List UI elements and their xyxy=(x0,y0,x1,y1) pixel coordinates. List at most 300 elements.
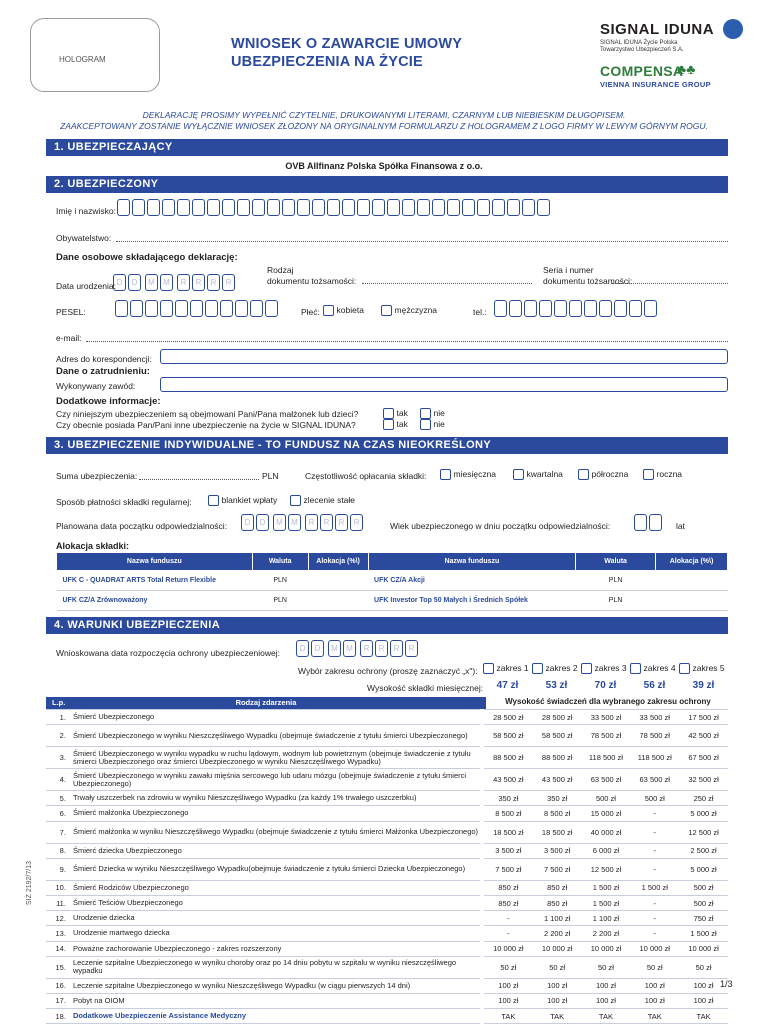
table-row xyxy=(57,571,728,591)
pesel-label: PESEL: xyxy=(56,307,86,317)
year-cell[interactable]: R xyxy=(320,514,333,531)
event-description: Leczenie szpitalne Ubezpieczonego w wyniku Nieszczęśliwego Wypadku (w ciągu pierwszych 14 dni) xyxy=(68,978,480,993)
year-cell[interactable]: R xyxy=(305,514,318,531)
benefit-scope-2: 7 500 zł xyxy=(533,858,582,880)
fund-currency: PLN xyxy=(252,571,308,591)
event-description: Śmierć małżonka Ubezpieczonego xyxy=(68,806,480,821)
premium-values xyxy=(483,680,728,691)
tel-cell[interactable] xyxy=(569,300,582,317)
scope-1-label: zakres 1 xyxy=(496,663,529,673)
benefit-scope-4: 1 500 zł xyxy=(630,880,679,895)
table-row xyxy=(46,956,728,978)
benefit-scope-1: 10 000 zł xyxy=(484,941,533,956)
male-checkbox[interactable] xyxy=(381,305,392,316)
name-cell[interactable] xyxy=(432,199,445,216)
row-number: 9. xyxy=(46,858,68,880)
benefit-scope-2: 850 zł xyxy=(533,895,582,910)
event-description: Śmierć Dziecka w wyniku Nieszczęśliwego Wypadku(obejmuje świadczenie z tytułu śmierci Dziecka Ubezpieczonego) xyxy=(68,858,480,880)
name-cell[interactable] xyxy=(282,199,295,216)
benefit-scope-3: 118 500 zł xyxy=(582,747,631,769)
scope-2-checkbox[interactable] xyxy=(532,663,543,674)
title-line-1: WNIOSEK O ZAWARCIE UMOWY xyxy=(231,36,463,52)
logo-sub-1: SIGNAL IDUNA Życie Polska xyxy=(600,40,678,46)
benefit-scope-2: 18 500 zł xyxy=(533,821,582,843)
citizenship-field[interactable] xyxy=(116,241,728,242)
table-row xyxy=(46,978,728,993)
benefit-scope-5: 100 zł xyxy=(679,993,728,1008)
benefit-scope-4: - xyxy=(630,843,679,858)
compensa-logo: COMPENSA xyxy=(600,63,684,79)
name-cell[interactable] xyxy=(312,199,325,216)
coverage-start-field[interactable] xyxy=(296,640,418,657)
scope-4-label: zakres 4 xyxy=(643,663,676,673)
tel-cell[interactable] xyxy=(599,300,612,317)
scope-choice-label: Wybór zakresu ochrony (proszę zaznaczyć „x"): xyxy=(298,666,478,676)
day-cell[interactable]: D xyxy=(241,514,254,531)
benefit-scope-3: TAK xyxy=(582,1009,631,1024)
month-cell[interactable]: M xyxy=(273,514,286,531)
name-cell[interactable] xyxy=(222,199,235,216)
name-cell[interactable] xyxy=(192,199,205,216)
table-row xyxy=(46,880,728,895)
section-1-header: 1. UBEZPIECZAJĄCY xyxy=(46,139,728,156)
scope-options xyxy=(483,663,728,674)
benefit-scope-1: 88 500 zł xyxy=(484,747,533,769)
row-number: 5. xyxy=(46,791,68,806)
col-currency: Waluta xyxy=(252,553,308,571)
name-cell[interactable] xyxy=(267,199,280,216)
benefit-scope-2: 850 zł xyxy=(533,880,582,895)
row-number: 16. xyxy=(46,978,68,993)
doc-number-label-2: dokumentu tożsamości: xyxy=(543,276,633,286)
pay-blankiet-checkbox[interactable] xyxy=(208,495,219,506)
name-cell[interactable] xyxy=(402,199,415,216)
address-field[interactable] xyxy=(160,349,728,364)
scope-5-checkbox[interactable] xyxy=(679,663,690,674)
year-cell[interactable]: R xyxy=(375,640,388,657)
name-cell[interactable] xyxy=(327,199,340,216)
pesel-cell[interactable] xyxy=(130,300,143,317)
day-cell[interactable]: D xyxy=(256,514,269,531)
name-cell[interactable] xyxy=(252,199,265,216)
benefit-scope-2: 43 500 zł xyxy=(533,769,582,791)
lp-header: L.p. xyxy=(52,698,66,707)
row-number: 15. xyxy=(46,956,68,978)
name-cell[interactable] xyxy=(132,199,145,216)
benefit-scope-5: 12 500 zł xyxy=(679,821,728,843)
event-description: Śmierć Ubezpieczonego w wyniku wypadku w ruchu lądowym, wodnym lub powietrznym (obejmuje świadczenie z tytułu śmierci Ubezpieczonego oraz śmierci Ubezpieczonego w wyniku Nieszczęśliwego Wypadku) xyxy=(68,747,480,769)
day-cell[interactable]: D xyxy=(296,640,309,657)
name-cell[interactable] xyxy=(477,199,490,216)
benefit-scope-1: 100 zł xyxy=(484,978,533,993)
pay-standing-label: zlecenie stałe xyxy=(303,495,356,505)
age-field[interactable] xyxy=(634,514,662,531)
pesel-cell[interactable] xyxy=(175,300,188,317)
benefit-scope-2: 28 500 zł xyxy=(533,710,582,725)
doc-type-label xyxy=(267,265,356,287)
q1-no-checkbox[interactable] xyxy=(420,408,431,419)
day-cell[interactable]: D xyxy=(311,640,324,657)
year-cell[interactable]: R xyxy=(405,640,418,657)
premium-4: 56 zł xyxy=(643,680,666,691)
table-row xyxy=(46,791,728,806)
no-column[interactable] xyxy=(420,408,445,430)
benefit-scope-3: 40 000 zł xyxy=(582,821,631,843)
day-cell[interactable]: D xyxy=(128,274,141,291)
table-row xyxy=(46,769,728,791)
tel-cell[interactable] xyxy=(614,300,627,317)
benefit-scope-5: 500 zł xyxy=(679,895,728,910)
name-cell[interactable] xyxy=(357,199,370,216)
freq-halfyear[interactable] xyxy=(578,469,628,480)
table-row xyxy=(46,926,728,941)
q2-yes-checkbox[interactable] xyxy=(383,419,394,430)
name-cell[interactable] xyxy=(507,199,520,216)
benefit-scope-2: 50 zł xyxy=(533,956,582,978)
questions xyxy=(56,409,358,431)
name-cell[interactable] xyxy=(372,199,385,216)
pesel-cell[interactable] xyxy=(250,300,263,317)
doc-type-field[interactable] xyxy=(362,283,532,284)
benefit-scope-4: TAK xyxy=(630,1009,679,1024)
pesel-cell[interactable] xyxy=(190,300,203,317)
tel-field[interactable] xyxy=(494,300,657,317)
female-option[interactable] xyxy=(323,305,364,316)
benefit-scope-1: 100 zł xyxy=(484,993,533,1008)
year-cell[interactable]: R xyxy=(222,274,235,291)
freq-quarterly[interactable] xyxy=(513,469,563,480)
freq-yearly[interactable] xyxy=(643,469,682,480)
benefit-scope-4: - xyxy=(630,926,679,941)
tel-cell[interactable] xyxy=(644,300,657,317)
tel-cell[interactable] xyxy=(629,300,642,317)
benefit-scope-3: 15 000 zł xyxy=(582,806,631,821)
benefit-scope-2: 100 zł xyxy=(533,978,582,993)
allocation-input[interactable] xyxy=(308,571,368,591)
benefit-scope-2: 3 500 zł xyxy=(533,843,582,858)
section-4-header: 4. WARUNKI UBEZPIECZENIA xyxy=(46,617,728,634)
name-cell[interactable] xyxy=(537,199,550,216)
scope-4[interactable] xyxy=(630,663,679,674)
name-cell[interactable] xyxy=(492,199,505,216)
event-description: Śmierć Rodziców Ubezpieczonego xyxy=(68,880,480,895)
benefit-scope-4: 500 zł xyxy=(630,791,679,806)
declaration-line-2: ZAAKCEPTOWANY ZOSTANIE WYŁĄCZNIE WNIOSEK ZŁOŻONY NA ORYGINALNYM FORMULARZU Z HOLOGRAMEM Z LOGO FIRMY W LEWYM GÓRNYM ROGU. xyxy=(60,121,708,131)
tel-cell[interactable] xyxy=(494,300,507,317)
pay-standing-checkbox[interactable] xyxy=(290,495,301,506)
age-cell[interactable] xyxy=(649,514,662,531)
name-field[interactable] xyxy=(117,199,550,216)
year-cell[interactable]: R xyxy=(360,640,373,657)
row-number: 8. xyxy=(46,843,68,858)
benefit-scope-5: 17 500 zł xyxy=(679,710,728,725)
tel-cell[interactable] xyxy=(539,300,552,317)
scope-3-checkbox[interactable] xyxy=(581,663,592,674)
male-option[interactable] xyxy=(381,305,437,316)
benefit-scope-1: 850 zł xyxy=(484,880,533,895)
day-cell[interactable]: D xyxy=(113,274,126,291)
benefit-scope-3: 1 100 zł xyxy=(582,911,631,926)
q2-no-checkbox[interactable] xyxy=(420,419,431,430)
benefit-scope-5: 5 000 zł xyxy=(679,806,728,821)
title-line-2: UBEZPIECZENIA NA ŻYCIE xyxy=(231,54,423,70)
year-cell[interactable]: R xyxy=(177,274,190,291)
freq-halfyear-checkbox[interactable] xyxy=(578,469,589,480)
doc-number-field[interactable] xyxy=(612,283,728,284)
question-spouse: Czy niniejszym ubezpieczeniem są obejmowani Pani/Pana małżonek lub dzieci? xyxy=(56,409,359,419)
benefit-scope-3: 1 500 zł xyxy=(582,880,631,895)
policyholder-name: OVB Allfinanz Polska Spółka Finansowa z o.o. xyxy=(285,161,483,171)
payment-label: Sposób płatności składki regularnej: xyxy=(56,497,192,507)
page-number: 1/3 xyxy=(720,979,733,989)
years-label: lat xyxy=(676,521,685,531)
name-cell[interactable] xyxy=(342,199,355,216)
benefit-scope-3: 33 500 zł xyxy=(582,710,631,725)
event-description: Śmierć Ubezpieczonego w wyniku zawału mięśnia sercowego lub udaru mózgu (obejmuje świadczenie z tytułu śmierci Ubezpieczonego) xyxy=(68,769,480,791)
benefit-scope-1: - xyxy=(484,926,533,941)
row-number: 13. xyxy=(46,926,68,941)
pesel-cell[interactable] xyxy=(160,300,173,317)
name-cell[interactable] xyxy=(297,199,310,216)
benefit-scope-5: 250 zł xyxy=(679,791,728,806)
premium-2: 53 zł xyxy=(545,680,568,691)
row-number: 6. xyxy=(46,806,68,821)
start-date-field[interactable] xyxy=(241,514,363,531)
scope-1[interactable] xyxy=(483,663,532,674)
tel-cell[interactable] xyxy=(524,300,537,317)
yes-column[interactable] xyxy=(383,408,408,430)
table-row xyxy=(46,993,728,1008)
pesel-field[interactable] xyxy=(115,300,278,317)
month-cell[interactable]: M xyxy=(343,640,356,657)
table-row xyxy=(46,710,728,725)
q1-yes-checkbox[interactable] xyxy=(383,408,394,419)
allocation-table xyxy=(56,552,728,611)
month-cell[interactable]: M xyxy=(160,274,173,291)
month-cell[interactable]: M xyxy=(288,514,301,531)
dob-field[interactable] xyxy=(113,274,235,291)
benefit-scope-1: 850 zł xyxy=(484,895,533,910)
benefit-scope-2: 1 100 zł xyxy=(533,911,582,926)
logo-sub-2: Towarzystwo Ubezpieczeń S.A. xyxy=(600,47,684,53)
event-description: Śmierć Ubezpieczonego xyxy=(68,710,480,725)
year-cell[interactable]: R xyxy=(390,640,403,657)
name-cell[interactable] xyxy=(237,199,250,216)
year-cell[interactable]: R xyxy=(192,274,205,291)
table-row xyxy=(46,895,728,910)
freq-halfyear-label: półroczna xyxy=(591,469,629,479)
signal-iduna-subtitle xyxy=(600,40,684,54)
events-header xyxy=(46,697,486,709)
benefit-scope-5: 750 zł xyxy=(679,911,728,926)
fund-name: UFK CZ/A Zrównoważony xyxy=(57,591,253,611)
benefit-scope-3: 63 500 zł xyxy=(582,769,631,791)
signal-iduna-logo: SIGNAL IDUNA xyxy=(600,21,715,38)
table-row xyxy=(46,911,728,926)
allocation-input[interactable] xyxy=(308,591,368,611)
name-cell[interactable] xyxy=(207,199,220,216)
col-currency: Waluta xyxy=(576,553,656,571)
sum-currency: PLN xyxy=(262,471,279,481)
scope-5-label: zakres 5 xyxy=(692,663,725,673)
event-description: Śmierć dziecka Ubezpieczonego xyxy=(68,843,480,858)
benefit-scope-4: 33 500 zł xyxy=(630,710,679,725)
freq-yearly-checkbox[interactable] xyxy=(643,469,654,480)
freq-monthly-checkbox[interactable] xyxy=(440,469,451,480)
name-cell[interactable] xyxy=(387,199,400,216)
email-field[interactable] xyxy=(86,341,728,342)
sex-label: Płeć: xyxy=(301,307,320,317)
tel-cell[interactable] xyxy=(554,300,567,317)
allocation-input[interactable] xyxy=(656,571,728,591)
declaration-line-1: DEKLARACJĘ PROSIMY WYPEŁNIĆ CZYTELNIE, DRUKOWANYMI LITERAMI, CZARNYM LUB NIEBIESKIM DŁUGOPISEM. xyxy=(142,110,626,120)
fund-currency: PLN xyxy=(576,571,656,591)
benefit-scope-5: 67 500 zł xyxy=(679,747,728,769)
premium-label: Wysokość składki miesięcznej: xyxy=(367,683,484,693)
tel-cell[interactable] xyxy=(509,300,522,317)
fund-name: UFK Investor Top 50 Małych i Średnich Spółek xyxy=(368,591,576,611)
benefit-scope-5: 42 500 zł xyxy=(679,725,728,747)
allocation-input[interactable] xyxy=(656,591,728,611)
pesel-cell[interactable] xyxy=(115,300,128,317)
pay-standing[interactable] xyxy=(290,495,355,506)
benefit-scope-4: - xyxy=(630,821,679,843)
table-row xyxy=(46,843,728,858)
form-code: SIŻ 2192/7/13 xyxy=(26,861,33,905)
age-label: Wiek ubezpieczonego w dniu początku odpowiedzialności: xyxy=(390,521,611,531)
no-label: nie xyxy=(433,419,445,430)
benefit-scope-3: 100 zł xyxy=(582,993,631,1008)
table-row xyxy=(46,1009,728,1024)
frequency-label: Częstotliwość opłacania składki: xyxy=(305,471,427,481)
row-number: 18. xyxy=(46,1009,68,1024)
freq-yearly-label: roczna xyxy=(656,469,683,479)
start-date-label: Planowana data początku odpowiedzialności: xyxy=(56,521,228,531)
form-title xyxy=(231,35,462,71)
benefit-scope-2: 58 500 zł xyxy=(533,725,582,747)
scope-1-checkbox[interactable] xyxy=(483,663,494,674)
month-cell[interactable]: M xyxy=(145,274,158,291)
scope-2-label: zakres 2 xyxy=(545,663,578,673)
fund-name: UFK C - QUADRAT ARTS Total Return Flexible xyxy=(57,571,253,591)
benefit-scope-2: 350 zł xyxy=(533,791,582,806)
row-number: 7. xyxy=(46,821,68,843)
row-number: 3. xyxy=(46,747,68,769)
benefit-scope-2: TAK xyxy=(533,1009,582,1024)
pesel-cell[interactable] xyxy=(265,300,278,317)
row-number: 1. xyxy=(46,710,68,725)
pesel-cell[interactable] xyxy=(205,300,218,317)
benefit-scope-3: 10 000 zł xyxy=(582,941,631,956)
benefit-scope-2: 2 200 zł xyxy=(533,926,582,941)
benefit-scope-1: 18 500 zł xyxy=(484,821,533,843)
event-description: Śmierć Ubezpieczonego w wyniku Nieszczęśliwego Wypadku (obejmuje świadczenie z tytułu śmierci Ubezpieczonego) xyxy=(68,725,480,747)
benefit-scope-4: - xyxy=(630,895,679,910)
fund-name: UFK CZ/A Akcji xyxy=(368,571,576,591)
year-cell[interactable]: R xyxy=(335,514,348,531)
event-description: Poważne zachorowanie Ubezpieczonego - zakres rozszerzony xyxy=(68,941,480,956)
scope-5[interactable] xyxy=(679,663,728,674)
col-fund: Nazwa funduszu xyxy=(368,553,576,571)
table-row xyxy=(46,858,728,880)
benefit-scope-5: TAK xyxy=(679,1009,728,1024)
vienna-group-label: VIENNA INSURANCE GROUP xyxy=(600,80,711,89)
pesel-cell[interactable] xyxy=(220,300,233,317)
name-cell[interactable] xyxy=(117,199,130,216)
name-cell[interactable] xyxy=(147,199,160,216)
table-row xyxy=(46,941,728,956)
row-number: 12. xyxy=(46,911,68,926)
row-number: 11. xyxy=(46,895,68,910)
table-row xyxy=(46,747,728,769)
row-number: 10. xyxy=(46,880,68,895)
benefits-table xyxy=(46,709,728,1024)
name-cell[interactable] xyxy=(462,199,475,216)
tel-cell[interactable] xyxy=(584,300,597,317)
pay-blankiet[interactable] xyxy=(208,495,277,506)
col-fund: Nazwa funduszu xyxy=(57,553,253,571)
benefit-scope-1: 50 zł xyxy=(484,956,533,978)
event-description: Śmierć Teściów Ubezpieczonego xyxy=(68,895,480,910)
benefit-scope-1: 58 500 zł xyxy=(484,725,533,747)
male-label: mężczyzna xyxy=(394,305,438,315)
benefit-scope-3: 100 zł xyxy=(582,978,631,993)
allocation-heading: Alokacja składki: xyxy=(56,541,130,551)
name-cell[interactable] xyxy=(417,199,430,216)
female-label: kobieta xyxy=(336,305,364,315)
year-cell[interactable]: R xyxy=(207,274,220,291)
benefit-scope-2: 88 500 zł xyxy=(533,747,582,769)
scope-2[interactable] xyxy=(532,663,581,674)
sum-label: Suma ubezpieczenia: xyxy=(56,471,138,481)
year-cell[interactable]: R xyxy=(350,514,363,531)
age-cell[interactable] xyxy=(634,514,647,531)
scope-4-checkbox[interactable] xyxy=(630,663,641,674)
benefit-scope-4: - xyxy=(630,911,679,926)
benefit-scope-1: 350 zł xyxy=(484,791,533,806)
pesel-cell[interactable] xyxy=(145,300,158,317)
name-cell[interactable] xyxy=(177,199,190,216)
sum-field[interactable] xyxy=(139,479,259,480)
freq-monthly-label: miesięczna xyxy=(453,469,497,479)
freq-quarterly-checkbox[interactable] xyxy=(513,469,524,480)
col-allocation: Alokacja (%\) xyxy=(656,553,728,571)
declaration-note xyxy=(0,110,768,132)
table-row xyxy=(46,806,728,821)
scope-3-label: zakres 3 xyxy=(594,663,627,673)
benefit-scope-1: 43 500 zł xyxy=(484,769,533,791)
tel-label: tel.: xyxy=(473,307,487,317)
benefit-scope-5: 32 500 zł xyxy=(679,769,728,791)
hologram-placeholder xyxy=(30,18,160,92)
personal-data-heading: Dane osobowe składającego deklarację: xyxy=(56,252,238,263)
name-cell[interactable] xyxy=(447,199,460,216)
freq-quarterly-label: kwartalna xyxy=(526,469,563,479)
benefit-scope-3: 500 zł xyxy=(582,791,631,806)
pesel-cell[interactable] xyxy=(235,300,248,317)
scope-3[interactable] xyxy=(581,663,630,674)
profession-field[interactable] xyxy=(160,377,728,392)
name-cell[interactable] xyxy=(162,199,175,216)
benefit-scope-1: 3 500 zł xyxy=(484,843,533,858)
extra-info-heading: Dodatkowe informacje: xyxy=(56,396,161,407)
freq-monthly[interactable] xyxy=(440,469,496,480)
benefit-scope-1: - xyxy=(484,911,533,926)
female-checkbox[interactable] xyxy=(323,305,334,316)
dob-label: Data urodzenia: xyxy=(56,281,117,291)
month-cell[interactable]: M xyxy=(328,640,341,657)
name-cell[interactable] xyxy=(522,199,535,216)
